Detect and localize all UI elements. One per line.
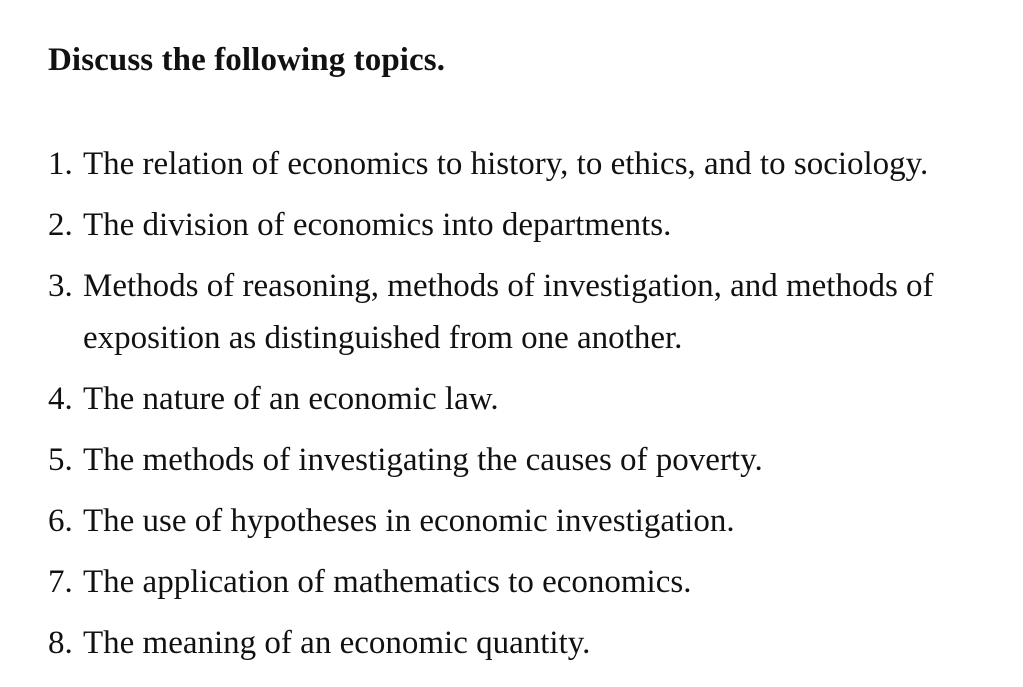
item-text: The relation of economics to history, to ethics, and to sociology. xyxy=(83,146,929,182)
item-text: The methods of investigating the causes of poverty. xyxy=(83,442,763,478)
list-item xyxy=(48,617,998,669)
item-number: 5. xyxy=(48,442,73,478)
section-heading: Discuss the following topics. xyxy=(48,42,446,78)
item-number: 6. xyxy=(48,503,73,539)
list-item xyxy=(48,373,998,425)
item-text: The application of mathematics to economics. xyxy=(83,564,692,600)
item-text: The nature of an economic law. xyxy=(83,381,499,417)
list-item xyxy=(48,495,998,547)
item-number: 3. xyxy=(48,268,73,304)
item-number: 7. xyxy=(48,564,73,600)
list-item xyxy=(48,556,998,608)
item-number: 8. xyxy=(48,625,73,661)
item-text: The division of economics into departments. xyxy=(83,207,672,243)
list-item xyxy=(48,434,998,486)
item-text: The meaning of an economic quantity. xyxy=(83,625,591,661)
list-item xyxy=(48,199,998,251)
item-number: 1. xyxy=(48,146,73,182)
item-text: The use of hypotheses in economic investigation. xyxy=(83,503,735,539)
topic-list xyxy=(48,138,998,678)
document-page xyxy=(48,38,998,661)
item-text: Methods of reasoning, methods of investigation, and methods of exposition as distinguished from one another. xyxy=(83,268,934,356)
item-number: 2. xyxy=(48,207,73,243)
list-item xyxy=(48,260,998,364)
item-number: 4. xyxy=(48,381,73,417)
list-item xyxy=(48,138,998,190)
